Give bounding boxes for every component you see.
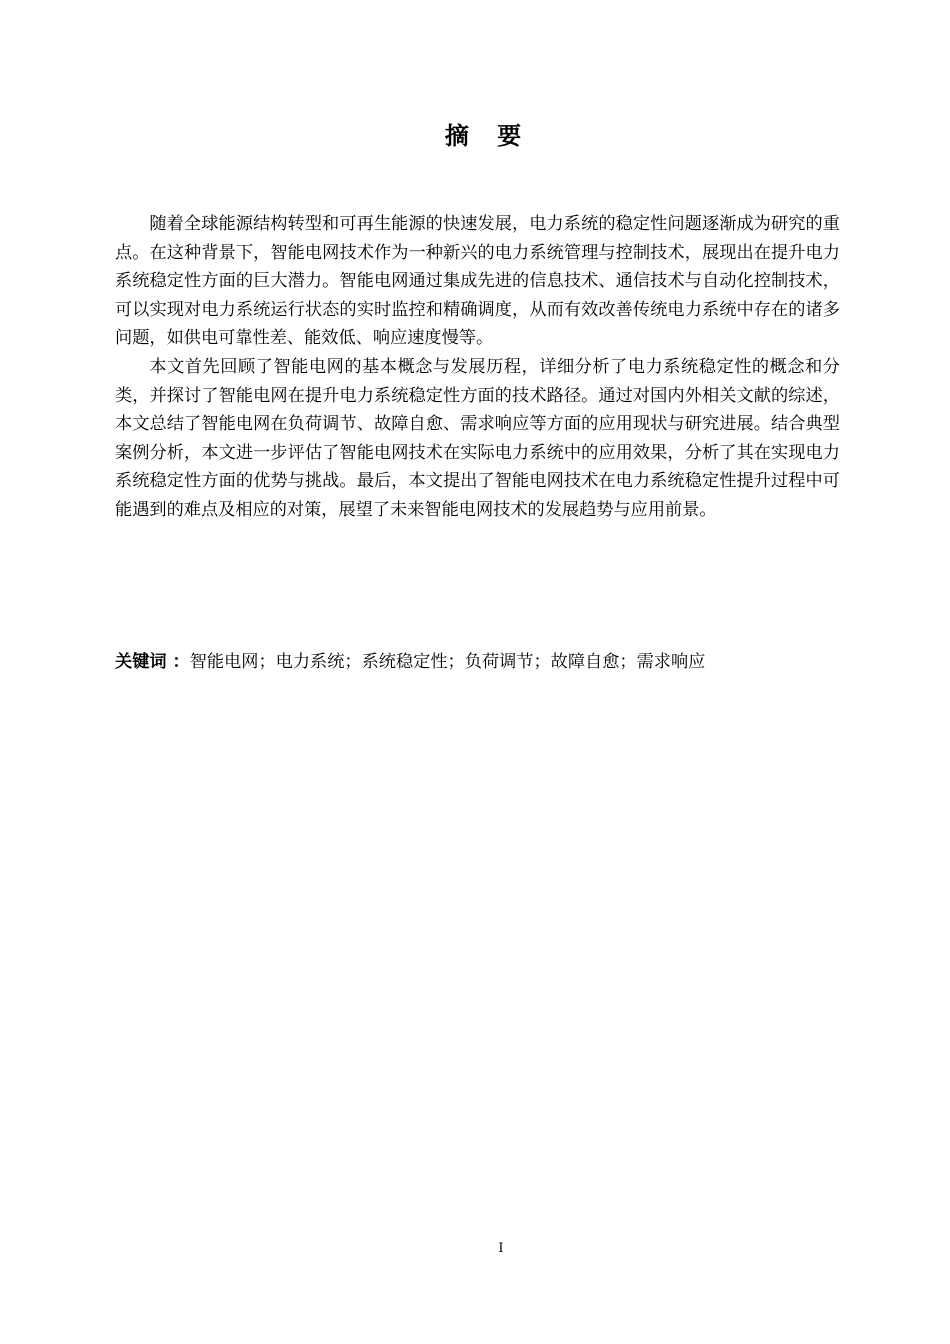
abstract-body (115, 210, 840, 525)
abstract-paragraph-1: 随着全球能源结构转型和可再生能源的快速发展，电力系统的稳定性问题逐渐成为研究的重点。在这种背景下，智能电网技术作为一种新兴的电力系统管理与控制技术，展现出在提升电力系统稳定性方面的巨大潜力。智能电网通过集成先进的信息技术、通信技术与自动化控制技术，可以实现对电力系统运行状态的实时监控和精确调度，从而有效改善传统电力系统中存在的诸多问题，如供电可靠性差、能效低、响应速度慢等。 (115, 214, 840, 349)
keywords-text: 智能电网；电力系统；系统稳定性；负荷调节；故障自愈；需求响应 (189, 652, 706, 672)
abstract-paragraph-2: 本文首先回顾了智能电网的基本概念与发展历程，详细分析了电力系统稳定性的概念和分类，并探讨了智能电网在提升电力系统稳定性方面的技术路径。通过对国内外相关文献的综述，本文总结了智能电网在负荷调节、故障自愈、需求响应等方面的应用现状与研究进展。结合典型案例分析，本文进一步评估了智能电网技术在实际电力系统中的应用效果，分析了其在实现电力系统稳定性方面的优势与挑战。最后，本文提出了智能电网技术在电力系统稳定性提升过程中可能遇到的难点及相应的对策，展望了未来智能电网技术的发展趋势与应用前景。 (115, 356, 840, 520)
keywords-line (115, 648, 840, 676)
page-number: I (498, 1241, 504, 1256)
page-title: 摘 要 (444, 122, 532, 150)
keywords-label: 关键词 ： (115, 652, 190, 672)
